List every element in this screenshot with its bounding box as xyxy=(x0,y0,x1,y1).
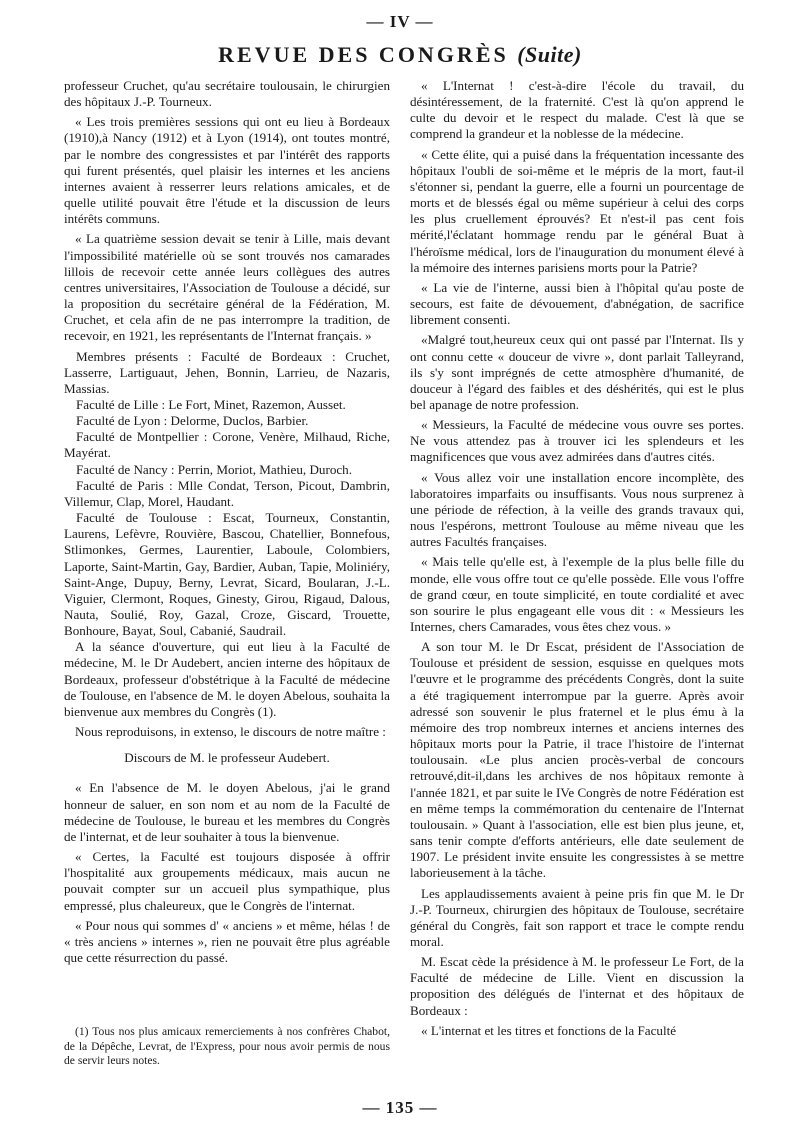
paragraph: « La quatrième session devait se tenir à Lille, mais devant l'impossibilité matérielle où se sont trouvés nos camarades lillois de recevoir cette année leurs collègues des autres centres universitaires, l'Association de Toulouse a décidé, sur la proposition du secrétaire général de la Fédération, M. Cruchet, et cela afin de ne pas interrompre la tradition, de recevoir, en 1921, les représentants de l'Internat français. » xyxy=(64,231,390,344)
paragraph: « En l'absence de M. le doyen Abelous, j'ai le grand honneur de saluer, en son nom et au nom de la Faculté de médecine de Toulouse, le bureau et les membres du Congrès de l'internat, et de leur souhaiter à tous la bienvenue. xyxy=(64,780,390,844)
paragraph: Faculté de Nancy : Perrin, Moriot, Mathieu, Duroch. xyxy=(76,461,352,477)
paragraph: « L'internat et les titres et fonctions de la Faculté xyxy=(421,1022,677,1038)
paragraph: A la séance d'ouverture, qui eut lieu à la Faculté de médecine, M. le Dr Audebert, ancien interne des hôpitaux de Bordeaux, professeur d'obstétrique à la Faculté de médecine de Toulouse, en l'absence de M. le doyen Abelous, souhaita la bienvenue aux membres du Congrès (1). xyxy=(64,639,390,719)
page-number-roman: — IV — xyxy=(366,12,434,31)
paragraph: « Certes, la Faculté est toujours disposée à offrir l'hospitalité aux groupements médicaux, mais aucun ne pouvait compter sur un accueil plus sympathique, plus empressé, plus chaleureux, que le Congrès de l'internat. xyxy=(64,849,390,913)
paragraph: « L'Internat ! c'est-à-dire l'école du travail, du désintéressement, de la fraternité. C'est là qu'on apprend le culte du devoir et le respect du malade. C'est là que se comprend la grandeur et la noblesse de la médecine. xyxy=(410,78,744,142)
paragraph: « Mais telle qu'elle est, à l'exemple de la plus belle fille du monde, elle vous offre tout ce qu'elle possède. Elle vous l'offre de grand cœur, en toute simplicité, en toute cordialité et avec son sourire le plus engageant elle vous dit : « Messieurs les Internes, chers Camarades, vous êtes chez vous. » xyxy=(410,554,744,634)
paragraph: « Messieurs, la Faculté de médecine vous ouvre ses portes. Ne vous attendez pas à trouver ici les splendeurs et les magnificences que vous avez admirées dans d'autres cités. xyxy=(410,417,744,465)
paragraph: Faculté de Paris : Mlle Condat, Terson, Picout, Dambrin, Villemur, Clap, Morel, Haudant. xyxy=(64,477,390,509)
footnote xyxy=(64,1025,390,1069)
paragraph: Les applaudissements avaient à peine pris fin que M. le Dr J.-P. Tourneux, chirurgien des hôpitaux de Toulouse, secrétaire général du Congrès, fait son rapport et trace le compte rendu moral. xyxy=(410,885,744,949)
paragraph: Discours de M. le professeur Audebert. xyxy=(124,750,330,766)
paragraph: Faculté de Lille : Le Fort, Minet, Razemon, Ausset. xyxy=(76,396,346,412)
paragraph: « La vie de l'interne, aussi bien à l'hôpital qu'au poste de secours, est faite de dévouement, d'abnégation, de sacrifice librement consenti. xyxy=(410,279,744,328)
paragraph: A son tour M. le Dr Escat, président de l'Association de Toulouse et président de session, esquisse en quelques mots l'œuvre et le programme des précédents Congrès, dont la suite a été tragiquement interrompue par la guerre. Après avoir adressé son souvenir le plus fraternel et le plus ému à la mémoire des trop nombreux internes et anciens internes des hôpitaux morts pour la Patrie, il trace l'histoire de l'internat toulousain. «Le plus ancien procès-verbal de concours retrouvé,dit-il,dans les archives de nos hôpitaux remonte à l'année 1821, et par suite le IVe Congrès de notre Fédération est en même temps la commémoration du centenaire de l'Internat toulousain. » Quant à l'association, elle est bien plus jeune, et, sans tenir compte d'efforts antérieurs, elle date seulement de 1907. Le président invite ensuite les congressistes à se mettre laborieusement à la tâche. xyxy=(410,639,744,881)
right-column xyxy=(410,78,744,1043)
paragraph: « Les trois premières sessions qui ont eu lieu à Bordeaux (1910),à Nancy (1912) et à Lyon (1914), ont toutes montré, par le nombre des congressistes et par l'intérêt des rapports qui furent présentés, quel plaisir les internes et les anciens internes avaient à resserrer leurs relations amicales, et de quelle utilité pouvait être l'étude et la discussion de leurs intérêts communs. xyxy=(64,114,390,227)
paragraph: Membres présents : Faculté de Bordeaux : Cruchet, Lasserre, Lartiguaut, Jehen, Bonnin, Larrieu, de Nazaris, Massias. xyxy=(64,348,390,396)
paragraph: Faculté de Toulouse : Escat, Tourneux, Constantin, Laurens, Lefèvre, Rouvière, Bascou, Chatellier, Bonnefous, Stlimonkes, Germes, Laurentier, Laboule, Colombiers, Laporte, Saint-Martin, Gay, Bardier, Auban, Tapie, Moliniéry, Saint-Ange, Dupuy, Berny, Levrat, Sicard, Boularan, J.-L. Viguier, Clermont, Roques, Ginesty, Girou, Rigaud, Dalous, Nauta, Soulié, Roy, Gazal, Croze, Giscard, Trouette, Bonhoure, Bayat, Soul, Cabanié, Saudrail. xyxy=(64,510,390,639)
paragraph: Faculté de Montpellier : Corone, Venère, Milhaud, Riche, Mayérat. xyxy=(64,429,390,461)
paragraph: « Vous allez voir une installation encore incomplète, des laboratoires imparfaits ou insuffisants. Vous nous surprenez à une période de réfection, à la veille des grands travaux qui, nous l'espérons, mettront Toulouse au même niveau que les autres Facultés françaises. xyxy=(410,469,744,550)
paragraph: «Malgré tout,heureux ceux qui ont passé par l'Internat. Ils y ont connu cette « douceur de vivre », dont parlait Talleyrand, ils s'y sont imprégnés de cette atmosphère d'humanité, de douceur à l'égard des faibles et des déshérités, qui est le plus bel apanage de notre profession. xyxy=(410,332,744,412)
paragraph: Nous reproduisons, in extenso, le discours de notre maître : xyxy=(75,724,386,740)
paragraph: Faculté de Lyon : Delorme, Duclos, Barbier. xyxy=(76,413,309,429)
paragraph: « Pour nous qui sommes d' « anciens » et même, hélas ! de « très anciens » internes », rien ne pouvait être plus agréable que cette résurrection du passé. xyxy=(64,917,390,965)
paragraph: « Cette élite, qui a puisé dans la fréquentation incessante des hôpitaux l'oubli de soi-même et le mépris de la mort, faut-il s'étonner si, pendant la guerre, elle a fourni un pourcentage de morts et de blessés égal ou même supérieur à celui des corps les plus cruellement éprouvés? Et n'est-il pas cent fois mérité,l'éclatant hommage rendu par le général Buat à l'héroïsme médical, lors de l'inauguration du monument élevé à la mémoire des internes parisiens morts pour la Patrie? xyxy=(410,146,744,275)
left-column xyxy=(64,78,390,970)
page-number: — 135 — xyxy=(362,1098,438,1117)
paragraph: M. Escat cède la présidence à M. le professeur Le Fort, de la Faculté de médecine de Lille. Vient en discussion la proposition des délégués de l'internat et des hôpitaux de Bordeaux : xyxy=(410,954,744,1018)
page-title xyxy=(0,41,800,69)
title-main: REVUE DES CONGRÈS xyxy=(218,42,509,67)
paragraph: professeur Cruchet, qu'au secrétaire toulousain, le chirurgien des hôpitaux J.-P. Tourneux. xyxy=(64,78,390,110)
footnote-text: (1) Tous nos plus amicaux remerciements à nos confrères Chabot, de la Dépêche, Levrat, de l'Express, pour nous avoir permis de nous de servir leurs notes. xyxy=(64,1025,390,1068)
title-suffix: (Suite) xyxy=(517,42,582,67)
